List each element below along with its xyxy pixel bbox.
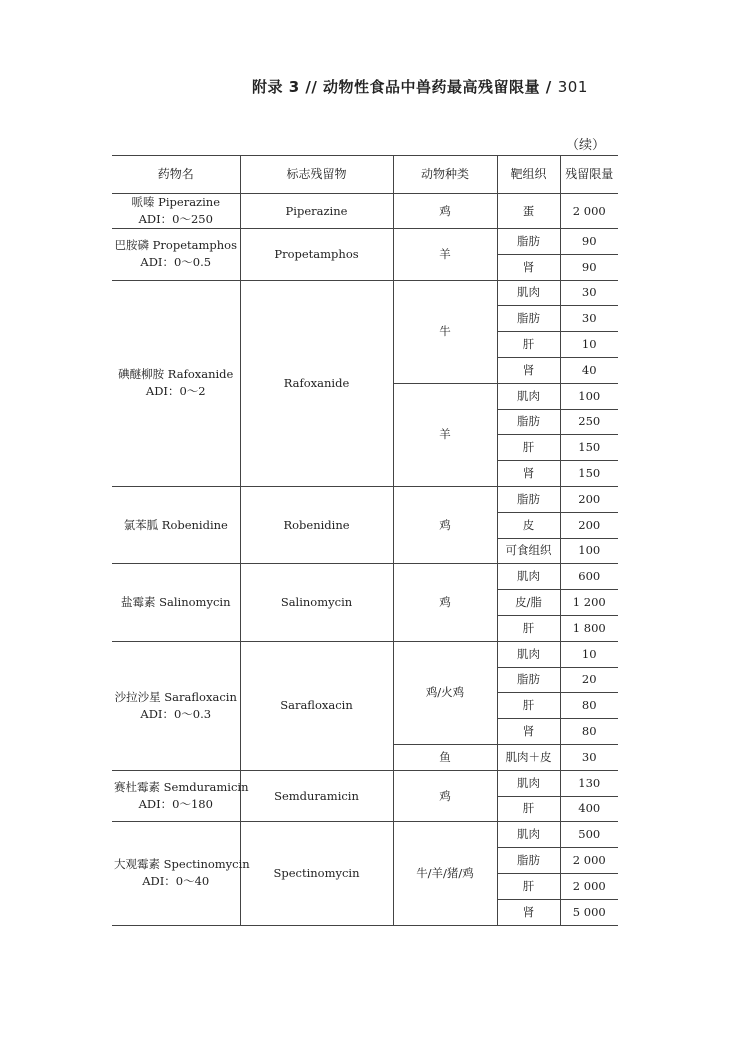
mrl-value-cell: 30 xyxy=(560,280,618,306)
target-tissue-cell: 皮/脂 xyxy=(497,590,560,616)
target-tissue-cell: 脂肪 xyxy=(497,409,560,435)
mrl-value-cell: 400 xyxy=(560,796,618,822)
table-row xyxy=(112,564,618,590)
mrl-value-cell: 2 000 xyxy=(560,873,618,899)
residue-limits-table xyxy=(112,155,618,926)
table-body xyxy=(112,194,618,926)
drug-name: 沙拉沙星 Sarafloxacin xyxy=(114,689,237,704)
target-tissue-cell: 脂肪 xyxy=(497,848,560,874)
drug-adi: ADI：0～0.3 xyxy=(140,706,212,721)
target-tissue-cell: 肝 xyxy=(497,796,560,822)
table-row xyxy=(112,641,618,667)
drug-name-cell xyxy=(112,822,250,925)
table-row xyxy=(112,822,618,848)
target-tissue-cell: 肌肉＋皮 xyxy=(497,744,560,770)
target-tissue-cell: 肌肉 xyxy=(497,770,560,796)
species-cell: 鸡/火鸡 xyxy=(393,641,497,744)
mrl-value-cell: 100 xyxy=(560,383,618,409)
mrl-value-cell: 130 xyxy=(560,770,618,796)
drug-name-cell xyxy=(112,770,249,822)
marker-residue-cell: Sarafloxacin xyxy=(240,641,393,770)
mrl-value-cell: 150 xyxy=(560,461,618,487)
marker-residue-cell: Propetamphos xyxy=(240,229,393,281)
drug-name: 大观霉素 Spectinomycin xyxy=(114,857,250,872)
target-tissue-cell: 肾 xyxy=(497,461,560,487)
species-cell: 羊 xyxy=(393,229,497,281)
drug-name-cell xyxy=(112,280,240,486)
drug-name-cell xyxy=(112,229,240,281)
drug-name-cell xyxy=(112,641,240,770)
species-cell: 鸡 xyxy=(393,194,497,229)
running-head xyxy=(252,76,612,97)
table-row xyxy=(112,770,618,796)
continued-label: （续） xyxy=(566,138,606,153)
drug-name-cell xyxy=(112,486,240,563)
drug-name: 碘醚柳胺 Rafoxanide xyxy=(118,367,234,382)
target-tissue-cell: 肝 xyxy=(497,873,560,899)
mrl-value-cell: 10 xyxy=(560,332,618,358)
table-row xyxy=(112,194,618,229)
species-cell: 鸡 xyxy=(393,770,497,822)
target-tissue-cell: 肾 xyxy=(497,719,560,745)
drug-name: 巴胺磷 Propetamphos xyxy=(114,238,237,253)
mrl-value-cell: 20 xyxy=(560,667,618,693)
mrl-value-cell: 2 000 xyxy=(560,848,618,874)
drug-adi: ADI：0～250 xyxy=(138,212,213,226)
mrl-value-cell: 1 200 xyxy=(560,590,618,616)
mrl-value-cell: 90 xyxy=(560,229,618,255)
mrl-value-cell: 250 xyxy=(560,409,618,435)
mrl-value-cell: 500 xyxy=(560,822,618,848)
mrl-value-cell: 40 xyxy=(560,357,618,383)
target-tissue-cell: 可食组织 xyxy=(497,538,560,564)
mrl-value-cell: 10 xyxy=(560,641,618,667)
target-tissue-cell: 肾 xyxy=(497,899,560,925)
species-cell: 鸡 xyxy=(393,564,497,641)
running-head-title: 附录 3 // 动物性食品中兽药最高残留限量 / xyxy=(252,78,552,96)
drug-name: 哌嗪 Piperazine xyxy=(131,195,221,209)
header-marker-residue: 标志残留物 xyxy=(240,156,393,194)
header-drug-name: 药物名 xyxy=(112,156,240,194)
target-tissue-cell: 脂肪 xyxy=(497,667,560,693)
mrl-value-cell: 100 xyxy=(560,538,618,564)
marker-residue-cell: Rafoxanide xyxy=(240,280,393,486)
target-tissue-cell: 肝 xyxy=(497,693,560,719)
drug-name: 盐霉素 Salinomycin xyxy=(120,595,231,610)
target-tissue-cell: 肝 xyxy=(497,435,560,461)
species-cell: 鸡 xyxy=(393,486,497,563)
mrl-value-cell: 5 000 xyxy=(560,899,618,925)
marker-residue-cell: Semduramicin xyxy=(240,770,393,822)
mrl-value-cell: 30 xyxy=(560,306,618,332)
target-tissue-cell: 肌肉 xyxy=(497,641,560,667)
header-target-tissue: 靶组织 xyxy=(497,156,560,194)
mrl-value-cell: 80 xyxy=(560,719,618,745)
marker-residue-cell: Spectinomycin xyxy=(240,822,393,925)
drug-adi: ADI：0～0.5 xyxy=(140,255,212,270)
species-cell: 鱼 xyxy=(393,744,497,770)
mrl-value-cell: 2 000 xyxy=(560,194,618,229)
target-tissue-cell: 肌肉 xyxy=(497,564,560,590)
target-tissue-cell: 脂肪 xyxy=(497,306,560,332)
mrl-value-cell: 1 800 xyxy=(560,615,618,641)
mrl-value-cell: 80 xyxy=(560,693,618,719)
marker-residue-cell: Piperazine xyxy=(240,194,393,229)
table-header-row xyxy=(112,156,618,194)
mrl-value-cell: 600 xyxy=(560,564,618,590)
target-tissue-cell: 皮 xyxy=(497,512,560,538)
drug-adi: ADI：0～40 xyxy=(142,874,210,889)
header-mrl: 残留限量 xyxy=(560,156,618,194)
mrl-value-cell: 90 xyxy=(560,254,618,280)
drug-name: 氯苯胍 Robenidine xyxy=(123,517,228,532)
table-row xyxy=(112,280,618,306)
table-row xyxy=(112,486,618,512)
species-cell: 牛/羊/猪/鸡 xyxy=(393,822,497,925)
target-tissue-cell: 脂肪 xyxy=(497,486,560,512)
drug-name: 赛杜霉素 Semduramicin xyxy=(114,780,249,795)
mrl-value-cell: 200 xyxy=(560,512,618,538)
target-tissue-cell: 肝 xyxy=(497,615,560,641)
target-tissue-cell: 肝 xyxy=(497,332,560,358)
mrl-value-cell: 200 xyxy=(560,486,618,512)
mrl-value-cell: 150 xyxy=(560,435,618,461)
header-species: 动物种类 xyxy=(393,156,497,194)
marker-residue-cell: Salinomycin xyxy=(240,564,393,641)
drug-adi: ADI：0～180 xyxy=(138,797,213,812)
target-tissue-cell: 脂肪 xyxy=(497,229,560,255)
table-row xyxy=(112,229,618,255)
page-number: 301 xyxy=(557,78,588,96)
drug-name-cell xyxy=(112,194,240,229)
target-tissue-cell: 肌肉 xyxy=(497,383,560,409)
marker-residue-cell: Robenidine xyxy=(240,486,393,563)
drug-name-cell xyxy=(112,564,240,641)
species-cell: 牛 xyxy=(393,280,497,383)
species-cell: 羊 xyxy=(393,383,497,486)
target-tissue-cell: 肌肉 xyxy=(497,280,560,306)
drug-adi: ADI：0～2 xyxy=(145,384,206,399)
mrl-value-cell: 30 xyxy=(560,744,618,770)
target-tissue-cell: 肾 xyxy=(497,357,560,383)
target-tissue-cell: 肌肉 xyxy=(497,822,560,848)
target-tissue-cell: 蛋 xyxy=(497,194,560,229)
target-tissue-cell: 肾 xyxy=(497,254,560,280)
